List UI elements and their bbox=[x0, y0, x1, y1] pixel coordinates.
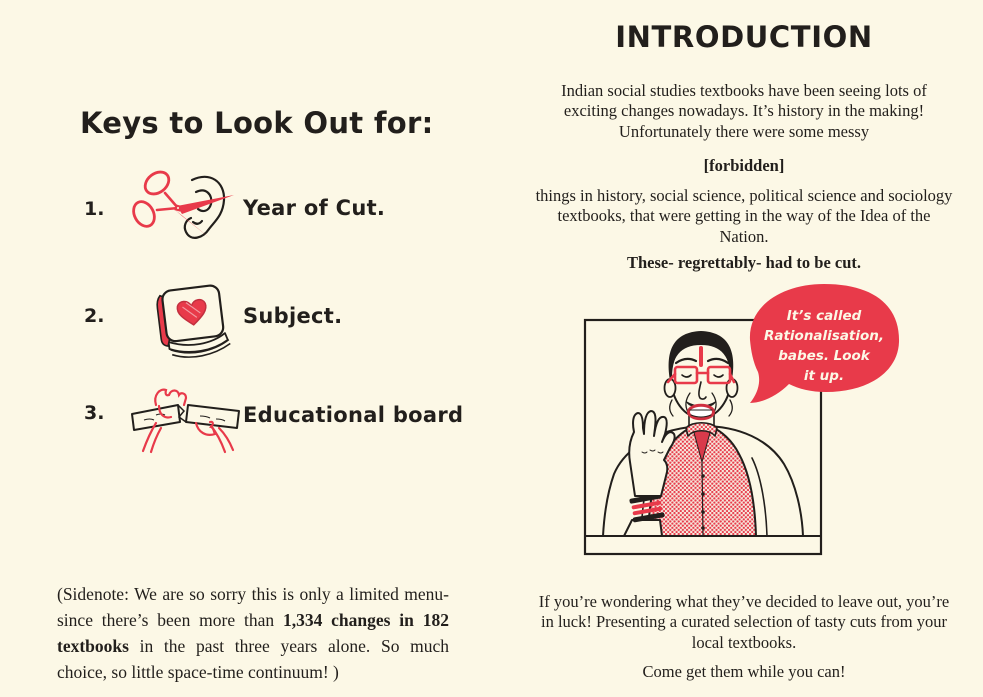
introduction-heading: INTRODUCTION bbox=[615, 20, 873, 54]
closing-line: Come get them while you can! bbox=[642, 661, 846, 681]
sidenote-text: (Sidenote: We are so sorry this is only a limited menu- since there’s been more than bbox=[57, 583, 449, 630]
key-item-number: 3. bbox=[84, 402, 105, 424]
sidenote-bold-stat: 1,334 changes in 182 textbooks bbox=[57, 609, 449, 656]
key-item-label: Educational board bbox=[243, 403, 464, 427]
scissors-cutting-ear-icon bbox=[130, 166, 242, 256]
speech-bubble-line: It’s called bbox=[786, 308, 862, 324]
scissors-icon bbox=[130, 168, 234, 239]
desk bbox=[586, 537, 820, 553]
board-icon bbox=[132, 405, 239, 430]
sidenote-text: in the past three years alone. So much choice, so little space-time continuum! ) bbox=[57, 636, 449, 683]
politician-illustration bbox=[560, 260, 980, 570]
sidenote-paragraph bbox=[57, 581, 449, 686]
key-item-number: 1. bbox=[84, 198, 105, 220]
book-with-heart-icon bbox=[146, 275, 238, 363]
speech-bubble-line: babes. Look bbox=[778, 348, 870, 364]
face bbox=[665, 331, 738, 419]
cut-statement-line: These- regrettably- had to be cut. bbox=[626, 252, 862, 272]
intro-paragraph-2: things in history, social science, political science and sociology textbooks, that were getting in the way of the Idea of the Nation. bbox=[535, 185, 953, 247]
forbidden-line: [forbidden] bbox=[703, 155, 785, 175]
speech-bubble bbox=[750, 284, 899, 403]
speech-bubble-line: it up. bbox=[803, 368, 845, 384]
hands-breaking-board-icon bbox=[126, 378, 246, 454]
key-item-label: Subject. bbox=[243, 304, 343, 328]
speech-bubble-line: Rationalisation, bbox=[763, 328, 885, 344]
key-item-label: Year of Cut. bbox=[243, 196, 386, 220]
intro-paragraph-1: Indian social studies textbooks have been seeing lots of exciting changes nowadays. It’s history in the making! Unfortunately there were some messy bbox=[561, 80, 927, 142]
left-page-heading: Keys to Look Out for: bbox=[80, 106, 434, 140]
key-item-number: 2. bbox=[84, 305, 105, 327]
outro-paragraph: If you’re wondering what they’ve decided to leave out, you’re in luck! Presenting a curated selection of tasty cuts from your local textbooks. bbox=[538, 591, 950, 653]
